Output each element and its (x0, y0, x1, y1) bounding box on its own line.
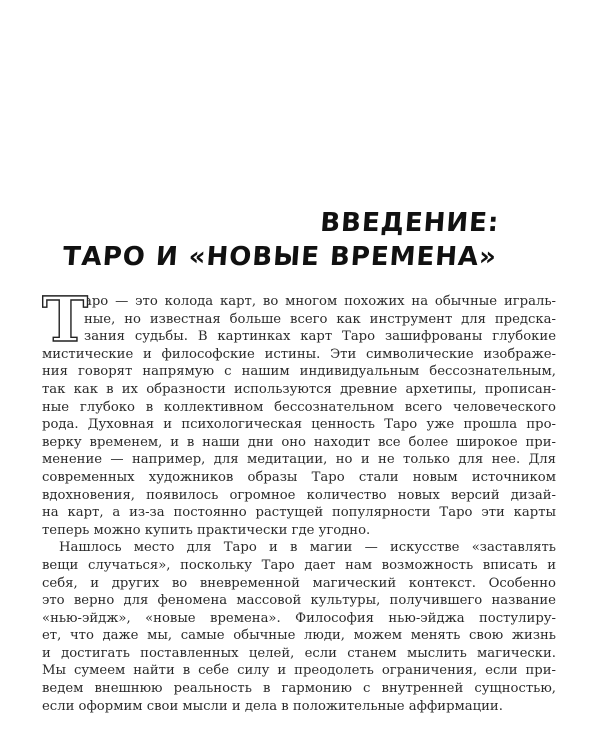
text-line: рода. Духовная и психологическая ценность Таро уже прошла про- (42, 417, 556, 433)
text-line: Мы сумеем найти в себе силу и преодолеть ограничения, если при- (42, 663, 556, 679)
chapter-heading-line-2: ТАРО И «НОВЫЕ ВРЕМЕНА» (61, 242, 498, 272)
text-line: это верно для феномена массовой культуры, получившего название (42, 593, 556, 609)
drop-cap: Т (42, 283, 89, 356)
text-line: ет, что даже мы, самые обычные люди, можем менять свою жизнь (42, 628, 556, 644)
text-line: ния говорят напрямую с нашим индивидуальным бессознательным, (42, 364, 556, 380)
text-line: зания судьбы. В картинках карт Таро зашифрованы глубокие (84, 329, 556, 345)
text-line: мистические и философские истины. Эти символические изображе- (42, 346, 556, 362)
text-line: вдохновения, появилось огромное количество новых версий дизай- (42, 487, 556, 503)
text-line: ведем внешнюю реальность в гармонию с внутренней сущностью, (42, 681, 556, 697)
text-line: себя, и других во вневременной магический контекст. Особенно (42, 575, 556, 591)
text-line: Нашлось место для Таро и в магии — искусстве «заставлять (59, 540, 556, 556)
paragraph-1 (42, 283, 556, 539)
text-line: на карт, а из-за постоянно растущей популярности Таро эти карты (42, 505, 556, 521)
paragraph-2 (42, 539, 556, 715)
text-line: теперь можно купить практически где угодно. (42, 522, 371, 538)
text-line: вещи случаться», поскольку Таро дает нам возможность вписать и (42, 557, 556, 573)
text-line: современных художников образы Таро стали новым источником (42, 469, 556, 485)
text-line: менение — например, для медитации, но и не только для нее. Для (42, 452, 556, 468)
chapter-heading (62, 206, 501, 274)
text-line: так как в их образности используются древние архетипы, прописан- (42, 381, 556, 397)
text-line: ные глубоко в коллективном бессознательном всего человеческого (42, 399, 556, 415)
chapter-heading-line-1: ВВЕДЕНИЕ: (319, 208, 501, 238)
chapter-body (42, 283, 556, 715)
text-line: аро — это колода карт, во многом похожих на обычные играль- (84, 294, 556, 309)
text-line: и достигать поставленных целей, если станем мыслить магически. (42, 645, 556, 661)
text-line: если оформим свои мысли и дела в положительные аффирмации. (42, 698, 503, 714)
text-line: верку временем, и в наши дни оно находит все более широкое при- (42, 434, 556, 450)
text-line: ные, но известная больше всего как инструмент для предска- (84, 311, 556, 327)
text-line: «нью-эйдж», «новые времена». Философия нью-эйджа постулиру- (42, 610, 556, 626)
